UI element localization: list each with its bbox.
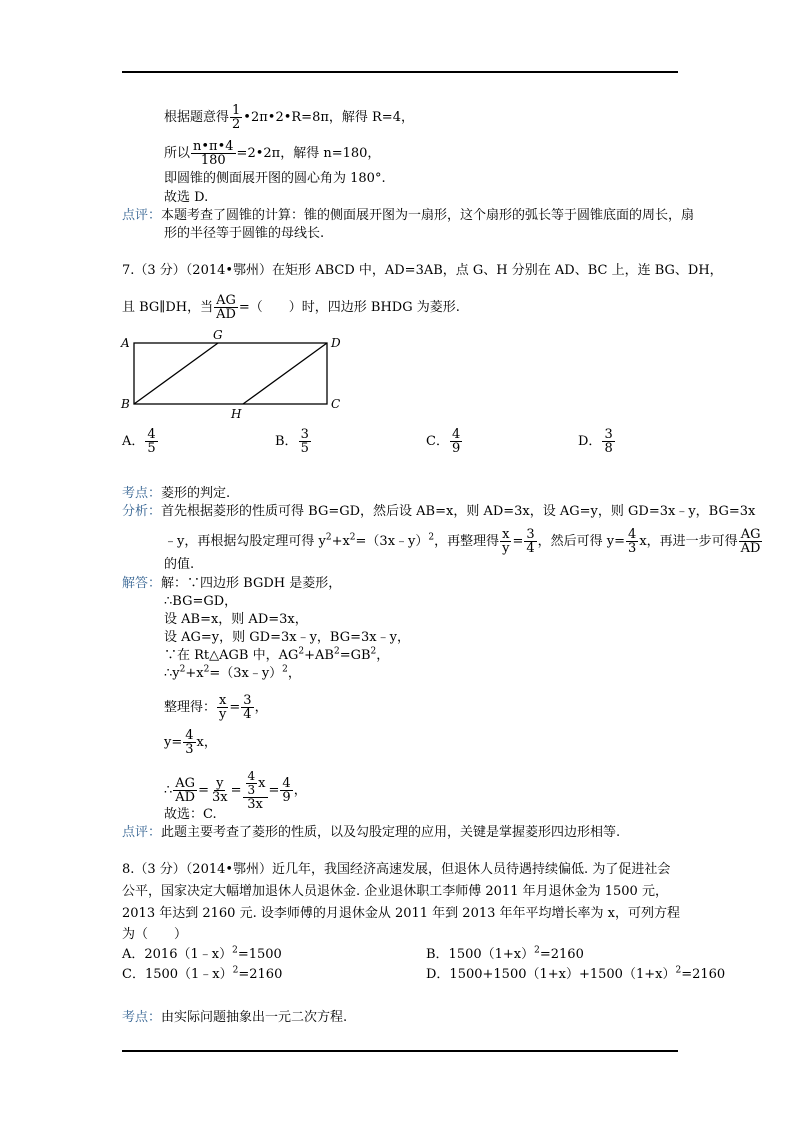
header-rule — [122, 71, 678, 73]
label-a: A — [121, 336, 130, 350]
q7-kaodian: 考点：菱形的判定. — [122, 486, 231, 501]
q7-fenxi-line-1: 分析：首先根据菱形的性质可得 BG=GD，然后设 AB=x，则 AD=3x，设 AG=y，则 GD=3x﹣y，BG=3x — [122, 504, 756, 519]
solution-line-1: 根据题意得 $\frac{1}{2}$ •2π•2•R=8π，解得 R=4， — [164, 103, 414, 132]
q7-jieda-line-5: ∵在 Rt△AGB 中，$AG^2+AB^2=GB^2$， — [164, 646, 390, 663]
q7-jieda-line-2: ∴BG=GD， — [164, 594, 238, 609]
q7-fenxi-line-2: ﹣y，再根据勾股定理可得 $y^2+x^2=(3x﹣y)^2$，再整理得 $\frac{x}{y}$ = $\frac{3}{4}$ ，然后可得 y= $\frac{4}{3}$ x，再进一步可得 $\frac{AG}{AD}$ — [164, 527, 761, 556]
q7-jieda-line-1: 解答：解：∵四边形 BGDH 是菱形， — [122, 576, 342, 591]
q7-pingping: 点评：此题主要考查了菱形的性质，以及勾股定理的应用，关键是掌握菱形四边形相等. — [122, 825, 621, 840]
q7-stem-line-1: 7.（3 分）（2014•鄂州）在矩形 ABCD 中，AD=3AB，点 G、H 分别在 AD、BC 上，连 BG、DH， — [122, 263, 723, 278]
solution-line-3: 即圆锥的侧面展开图的圆心角为 180°. — [164, 171, 386, 186]
q7-jieda-line-9: ∴ $\frac{AG}{AD}$ = $\frac{y}{3x}$ = $\frac{4}{3}$ x 3x = $\frac{4}{9}$ ， — [164, 769, 307, 812]
label-h: H — [231, 407, 242, 420]
label-c: C — [331, 397, 341, 411]
q7-jieda-line-4: 设 AG=y，则 GD=3x﹣y，BG=3x﹣y， — [164, 630, 410, 645]
q8-option-b: B．$1500(1+x)^2=2160$ — [426, 945, 584, 962]
fraction: $\frac{AG}{AD}$ — [216, 293, 236, 322]
label-g: G — [213, 330, 223, 342]
q8-option-d: D．$1500+1500(1+x)+1500(1+x)^2=2160$ — [426, 965, 726, 982]
q8-kaodian: 考点：由实际问题抽象出一元二次方程. — [122, 1010, 348, 1025]
q8-stem-line-2: 公平，国家决定大幅增加退休人员退休金. 企业退休职工李师傅 2011 年月退休金为 1500 元， — [122, 884, 668, 899]
q8-option-c: C．1500（1﹣x）$^2$=2160 — [122, 965, 283, 982]
fraction: $\frac{1}{2}$ — [232, 103, 241, 132]
q8-stem-line-3: 2013 年达到 2160 元. 设李师傅的月退休金从 2011 年到 2013 年年平均增长率为 x，可列方程 — [122, 906, 680, 921]
comment-line-2: 形的半径等于圆锥的母线长. — [164, 226, 325, 241]
rectangle-figure — [115, 330, 350, 420]
q7-jieda-line-10: 故选：C. — [164, 807, 217, 822]
label-d: D — [331, 336, 341, 350]
q7-jieda-line-8: y= $\frac{4}{3}$ x， — [164, 728, 217, 757]
q8-stem-line-4: 为（ ） — [122, 927, 188, 942]
comment-line-1: 点评：本题考查了圆锥的计算：锥的侧面展开图为一扇形，这个扇形的弧长等于圆锥底面的周长，扇 — [122, 208, 695, 223]
q7-option-d: D． $\frac{3}{8}$ — [578, 427, 613, 456]
q7-option-a: A． $\frac{4}{5}$ — [122, 427, 156, 456]
q7-fenxi-line-3: 的值. — [164, 557, 195, 572]
footer-rule — [122, 1050, 678, 1052]
solution-line-4: 故选 D. — [164, 190, 209, 205]
label-b: B — [121, 397, 130, 411]
q8-option-a: A．2016（1﹣x）$^2$=1500 — [122, 945, 282, 962]
q7-jieda-line-6: $\therefore y^2+x^2=(3x﹣y)^2$， — [164, 664, 301, 681]
q7-jieda-line-7: 整理得： $\frac{x}{y}$ = $\frac{3}{4}$ ， — [164, 693, 268, 722]
q7-stem-line-2: 且 BG∥DH，当 $\frac{AG}{AD}$ =（ ）时，四边形 BHDG 为菱形. — [122, 293, 460, 322]
fraction: $\frac{n•\pi•4}{180}$ — [193, 139, 234, 168]
solution-line-2: 所以 $\frac{n•\pi•4}{180}$ =2•2π，解得 n=180， — [164, 139, 381, 168]
q7-option-b: B． $\frac{3}{5}$ — [275, 427, 309, 456]
q8-stem-line-1: 8.（3 分）（2014•鄂州）近几年，我国经济高速发展，但退休人员待遇持续偏低. 为了促进社会 — [122, 862, 671, 877]
q7-option-c: C． $\frac{4}{9}$ — [426, 427, 461, 456]
q7-jieda-line-3: 设 AB=x，则 AD=3x， — [164, 612, 308, 627]
